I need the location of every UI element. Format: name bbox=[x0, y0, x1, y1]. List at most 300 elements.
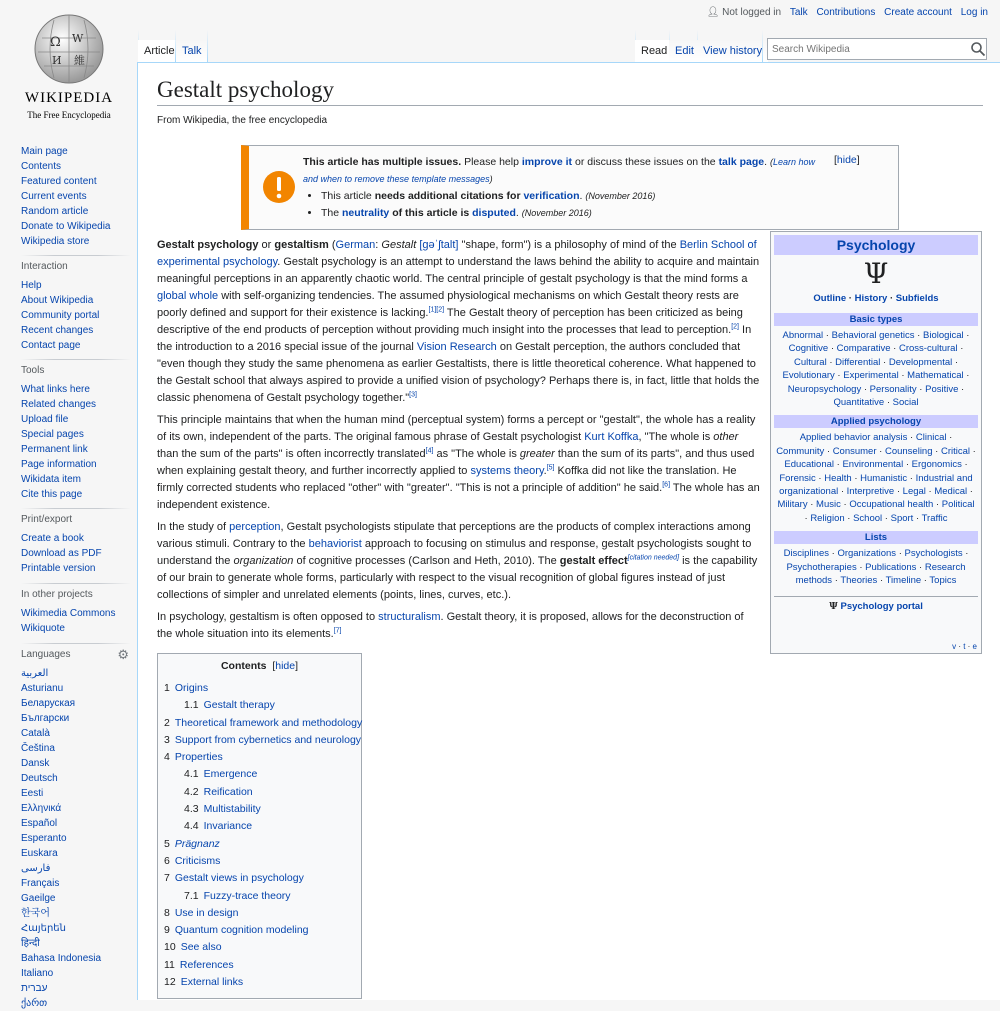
infobox-link[interactable]: Humanistic bbox=[860, 472, 908, 484]
tab-divider bbox=[207, 30, 208, 62]
sidebar-divider bbox=[21, 508, 131, 509]
separator-dot: · bbox=[961, 459, 968, 471]
infobox-group-heading[interactable]: Basic types bbox=[774, 313, 978, 326]
separator-dot: · bbox=[965, 642, 973, 651]
sidebar-divider bbox=[21, 255, 131, 256]
sidebar-print bbox=[21, 514, 131, 576]
infobox-link[interactable]: Interpretive bbox=[846, 486, 895, 498]
toc-label[interactable]: See also bbox=[180, 941, 222, 954]
systems-theory-link[interactable]: systems theory bbox=[470, 465, 544, 477]
sidebar-item-featured-content[interactable]: Featured content bbox=[21, 176, 97, 187]
warning-icon bbox=[261, 169, 297, 205]
toc-item[interactable] bbox=[164, 766, 361, 783]
infobox-group-heading[interactable]: Applied psychology bbox=[774, 415, 978, 428]
separator-dot: · bbox=[896, 548, 905, 560]
infobox-top-link[interactable]: Subfields bbox=[895, 293, 939, 304]
toc-number: 5 bbox=[164, 837, 170, 850]
separator-dot: · bbox=[882, 512, 891, 524]
language-link[interactable]: Беларуская bbox=[21, 698, 76, 709]
toc-label[interactable]: Origins bbox=[174, 682, 209, 694]
separator-dot: · bbox=[832, 575, 841, 587]
toc-label[interactable]: Properties bbox=[174, 751, 223, 764]
separator-dot: · bbox=[958, 383, 965, 395]
sidebar-item-cite[interactable]: Cite this page bbox=[21, 489, 83, 500]
sidebar-divider bbox=[21, 583, 131, 584]
kurt-koffka-link[interactable]: Kurt Koffka bbox=[584, 431, 639, 443]
language-link[interactable]: Հայերեն bbox=[21, 923, 66, 934]
infobox-link[interactable]: Military bbox=[777, 499, 808, 511]
infobox-link[interactable]: Theories bbox=[840, 575, 878, 587]
infobox-link[interactable]: Comparative bbox=[836, 343, 891, 355]
verification-link[interactable]: verification bbox=[523, 190, 580, 202]
infobox-groups bbox=[774, 313, 978, 588]
separator-dot: · bbox=[876, 445, 885, 457]
infobox-link[interactable]: Mathematical bbox=[907, 370, 964, 382]
sidebar-item-wikiquote[interactable]: Wikiquote bbox=[21, 623, 65, 634]
sidebar-item-current-events[interactable]: Current events bbox=[21, 191, 87, 202]
sidebar-item-wikidata-item[interactable]: Wikidata item bbox=[21, 474, 82, 485]
infobox-link[interactable]: Quantitative bbox=[833, 397, 885, 409]
language-link[interactable]: Asturianu bbox=[21, 683, 64, 694]
disputed-link[interactable]: disputed bbox=[472, 207, 516, 219]
sidebar-item-page-information[interactable]: Page information bbox=[21, 459, 97, 470]
toc-item[interactable] bbox=[164, 801, 361, 818]
toc-label[interactable]: Criticisms bbox=[174, 854, 221, 867]
toc-number: 4.2 bbox=[184, 785, 199, 798]
psychology-sidebar bbox=[770, 231, 982, 654]
languages-heading: Languages bbox=[21, 649, 71, 660]
language-link[interactable]: Español bbox=[21, 818, 58, 829]
tab-read[interactable]: Read bbox=[635, 40, 673, 62]
infobox-link[interactable]: Occupational health bbox=[849, 499, 934, 511]
toc-header: Contents [hide] bbox=[220, 660, 299, 672]
toc-item[interactable] bbox=[164, 922, 361, 939]
portal-row bbox=[774, 596, 978, 612]
infobox-link[interactable]: Sport bbox=[890, 512, 914, 524]
sidebar-item-permanent-link[interactable]: Permanent link bbox=[21, 444, 88, 455]
infobox-title[interactable]: Psychology bbox=[774, 235, 978, 255]
infobox-link[interactable]: Disciplines bbox=[783, 548, 829, 560]
sidebar-item-community-portal[interactable]: Community portal bbox=[21, 310, 100, 321]
toc-item[interactable] bbox=[164, 957, 361, 974]
toc-label[interactable]: Use in design bbox=[174, 906, 239, 919]
toc-label[interactable]: Quantum cognition modeling bbox=[174, 924, 309, 937]
ref-5[interactable]: [5] bbox=[546, 464, 555, 472]
toc-label[interactable]: Theoretical framework and methodology bbox=[174, 716, 363, 729]
infobox-link[interactable]: Clinical bbox=[915, 432, 947, 444]
personal-talk-link[interactable]: Talk bbox=[789, 7, 808, 18]
wikipedia-logo[interactable] bbox=[20, 12, 118, 124]
infobox-link[interactable]: Organizations bbox=[837, 548, 897, 560]
log-in-link[interactable]: Log in bbox=[960, 7, 988, 18]
infobox-link[interactable]: Cross-cultural bbox=[898, 343, 958, 355]
sidebar-interaction bbox=[21, 261, 131, 353]
vte-link[interactable]: e bbox=[972, 642, 977, 651]
separator-dot: · bbox=[956, 642, 964, 651]
toc-item[interactable] bbox=[164, 853, 361, 870]
language-link[interactable]: Français bbox=[21, 878, 60, 889]
separator-dot: · bbox=[826, 356, 836, 368]
infobox-link[interactable]: Medical bbox=[934, 486, 968, 498]
user-icon: 👤︎ bbox=[706, 7, 720, 18]
tab-divider bbox=[762, 30, 763, 62]
toc-label[interactable]: References bbox=[179, 958, 234, 971]
language-link[interactable]: עברית bbox=[21, 983, 48, 994]
separator-dot: · bbox=[851, 472, 861, 484]
toc-item[interactable] bbox=[164, 784, 361, 801]
behaviorist-link[interactable]: behaviorist bbox=[308, 538, 362, 550]
tab-article[interactable]: Article bbox=[138, 40, 181, 62]
ref-3[interactable]: [3] bbox=[409, 391, 417, 399]
toc-item[interactable] bbox=[164, 697, 361, 714]
separator-dot: · bbox=[834, 459, 843, 471]
infobox-group-list bbox=[774, 547, 978, 587]
separator-dot: · bbox=[834, 370, 844, 382]
personal-contributions-link[interactable]: Contributions bbox=[816, 7, 876, 18]
language-link[interactable]: Čeština bbox=[21, 743, 55, 754]
sidebar-tools bbox=[21, 365, 131, 502]
sidebar-divider bbox=[21, 643, 131, 644]
infobox-link[interactable]: Applied behavior analysis bbox=[799, 432, 908, 444]
separator-dot: · bbox=[933, 499, 942, 511]
ref-6[interactable]: [6] bbox=[662, 481, 671, 489]
language-list bbox=[21, 666, 131, 1011]
infobox-link[interactable]: Forensic bbox=[779, 472, 816, 484]
toc-item[interactable] bbox=[164, 818, 361, 835]
toc-number: 10 bbox=[164, 941, 176, 954]
separator-dot: · bbox=[856, 561, 866, 573]
sidebar-projects bbox=[21, 589, 131, 636]
separator-dot: · bbox=[890, 343, 899, 355]
separator-dot: · bbox=[914, 330, 923, 341]
sidebar-item-what-links-here[interactable]: What links here bbox=[21, 384, 90, 395]
sidebar-item-main-page[interactable]: Main page bbox=[21, 146, 68, 157]
toc-list bbox=[158, 680, 361, 991]
infobox-link[interactable]: Neuropsychology bbox=[787, 383, 862, 395]
globe-icon bbox=[32, 12, 106, 86]
tab-edit[interactable]: Edit bbox=[669, 40, 700, 62]
sidebar-item-recent-changes[interactable]: Recent changes bbox=[21, 325, 94, 336]
separator-dot: · bbox=[932, 445, 941, 457]
infobox-top-link[interactable]: Outline bbox=[813, 293, 847, 304]
separator-dot: · bbox=[967, 486, 973, 498]
language-link[interactable]: Gaeilge bbox=[21, 893, 56, 904]
toc-number: 9 bbox=[164, 924, 170, 937]
main-content bbox=[137, 62, 1000, 1000]
language-link[interactable]: 한국어 bbox=[21, 908, 50, 919]
navbox-vte bbox=[952, 642, 977, 651]
svg-text:Ω: Ω bbox=[50, 35, 61, 50]
infobox-link[interactable]: Cognitive bbox=[788, 343, 829, 355]
infobox-link[interactable]: Research methods bbox=[795, 561, 966, 587]
infobox-link[interactable]: Ergonomics bbox=[911, 459, 962, 471]
separator-dot: · bbox=[962, 548, 969, 560]
ref-2[interactable]: [2] bbox=[731, 323, 739, 331]
tab-talk[interactable]: Talk bbox=[176, 40, 208, 62]
sidebar-divider bbox=[21, 359, 131, 360]
infobox-link[interactable]: Community bbox=[776, 445, 825, 457]
talk-page-link[interactable]: talk page bbox=[718, 156, 765, 168]
issue-citations: • This article needs additional citations for verification. (November 2016) bbox=[321, 188, 831, 205]
sidebar-item-commons[interactable]: Wikimedia Commons bbox=[21, 608, 116, 619]
sidebar-item-help[interactable]: Help bbox=[21, 280, 42, 291]
tools-heading: Tools bbox=[21, 365, 45, 376]
toc-number: 1 bbox=[164, 682, 170, 694]
toc-number: 4.4 bbox=[184, 820, 199, 833]
infobox-link[interactable]: Counseling bbox=[884, 445, 933, 457]
toc-number: 3 bbox=[164, 733, 170, 746]
sidebar-item-create-book[interactable]: Create a book bbox=[21, 533, 84, 544]
personal-tools bbox=[701, 7, 988, 18]
infobox-link[interactable]: Health bbox=[824, 472, 852, 484]
psychology-portal-link[interactable]: Psychology portal bbox=[840, 600, 923, 612]
infobox-link[interactable]: Legal bbox=[902, 486, 926, 498]
separator-dot: · bbox=[840, 499, 850, 511]
separator-dot: · bbox=[846, 293, 855, 304]
infobox-link[interactable]: Religion bbox=[810, 512, 845, 524]
separator-dot: · bbox=[963, 330, 970, 341]
toc-number: 7.1 bbox=[184, 889, 199, 902]
infobox-group-list bbox=[774, 329, 978, 409]
toc-number: 6 bbox=[164, 854, 170, 867]
ambox-hide-button[interactable]: hide bbox=[836, 154, 857, 166]
infobox-link[interactable]: School bbox=[853, 512, 883, 524]
sidebar-item-store[interactable]: Wikipedia store bbox=[21, 236, 90, 247]
toc-label[interactable]: Invariance bbox=[203, 820, 253, 833]
infobox-link[interactable]: Political bbox=[941, 499, 975, 511]
language-link[interactable]: Català bbox=[21, 728, 50, 739]
citation-needed[interactable]: [citation needed] bbox=[627, 554, 680, 562]
print-heading: Print/export bbox=[21, 514, 73, 525]
issue-neutrality: • The neutrality of this article is disputed. (November 2016) bbox=[321, 205, 831, 222]
language-link[interactable]: Bahasa Indonesia bbox=[21, 953, 102, 964]
language-link[interactable]: Ελληνικά bbox=[21, 803, 62, 814]
ref-4[interactable]: [4] bbox=[425, 447, 434, 455]
logo-tagline: The Free Encyclopedia bbox=[27, 110, 111, 120]
vte-link[interactable]: v bbox=[952, 642, 957, 651]
sidebar-item-contact[interactable]: Contact page bbox=[21, 340, 81, 351]
toc-item[interactable] bbox=[164, 974, 361, 991]
interaction-heading: Interaction bbox=[21, 261, 68, 272]
separator-dot: · bbox=[916, 561, 925, 573]
language-link[interactable]: हिन्दी bbox=[21, 938, 40, 949]
german-link[interactable]: German bbox=[335, 239, 376, 251]
sidebar-navigation bbox=[21, 144, 131, 249]
gear-icon[interactable]: ⚙ bbox=[117, 647, 129, 662]
infobox-link[interactable]: Psychologists bbox=[904, 548, 963, 560]
paragraph: Gestalt psychology or gestaltism (German: Gestalt [ɡəˈʃtalt] "shape, form") is a philosophy of mind of the Berlin School of experimental psychology. Gestalt psychology is an attempt to understand the laws behind the ability to acquire and maintain meaningful perceptions in an apparently chaotic world. The central principle of gestalt psychology is that the mind forms a global whole with self-organizing tendencies. The assumed physiological mechanisms on which Gestalt theory rests are poorly defined and support for their existence is lacking.[1][2] The Gestalt theory of perception has been criticized as being descriptive of the end products of perception without providing much insight into the processes that lead to perception.[2] In the introduction to a 2016 special issue of the journal Vision Research on Gestalt perception, the authors concluded that "even though they study the same phenomena as earlier Gestaltists, there is little theoretical coherence. What happened to the Gestalt school that always aspired to provide a unified vision of psychology? Perhaps there is, in fact, little that holds the classic phenomena of Gestalt psychology together."[3] bbox=[157, 239, 760, 404]
language-link[interactable]: Eesti bbox=[21, 788, 44, 799]
infobox-link[interactable]: Cultural bbox=[793, 356, 827, 368]
infobox-link[interactable]: Industrial and organizational bbox=[779, 472, 973, 498]
projects-heading: In other projects bbox=[21, 589, 93, 600]
infobox-link[interactable]: Evolutionary bbox=[782, 370, 835, 382]
language-link[interactable]: فارسی bbox=[21, 863, 51, 874]
toc-item[interactable] bbox=[164, 680, 361, 697]
vision-research-link[interactable]: Vision Research bbox=[416, 341, 497, 353]
infobox-link[interactable]: Biological bbox=[923, 330, 964, 341]
separator-dot: · bbox=[887, 293, 896, 304]
vte-link[interactable]: t bbox=[963, 642, 966, 651]
ambox-text-part: or discuss these issues on the bbox=[572, 156, 719, 168]
toc-label[interactable]: Multistability bbox=[203, 803, 261, 816]
toc-label[interactable]: Fuzzy-trace theory bbox=[203, 889, 291, 902]
separator-dot: · bbox=[921, 575, 930, 587]
toc-item[interactable] bbox=[164, 905, 361, 922]
sidebar-item-donate[interactable]: Donate to Wikipedia bbox=[21, 221, 111, 232]
infobox-link[interactable]: Personality bbox=[869, 383, 917, 395]
separator-dot: · bbox=[907, 472, 916, 484]
sidebar-item-special-pages[interactable]: Special pages bbox=[21, 429, 84, 440]
ambox-hide: [hide] bbox=[834, 154, 860, 166]
create-account-link[interactable]: Create account bbox=[884, 7, 952, 18]
infobox-link[interactable]: Music bbox=[816, 499, 841, 511]
infobox-link[interactable]: Abnormal bbox=[782, 330, 824, 341]
separator-dot: · bbox=[903, 459, 912, 471]
search-input[interactable] bbox=[767, 38, 987, 60]
infobox-link[interactable]: Positive bbox=[925, 383, 959, 395]
separator-dot: · bbox=[916, 383, 926, 395]
perception-link[interactable]: perception bbox=[229, 521, 281, 533]
toc-number: 8 bbox=[164, 906, 170, 919]
sidebar-item-related-changes[interactable]: Related changes bbox=[21, 399, 97, 410]
page-title: Gestalt psychology bbox=[157, 77, 983, 106]
search-icon[interactable] bbox=[970, 41, 986, 57]
infobox-group-list bbox=[774, 431, 978, 525]
toc-label[interactable]: Prägnanz bbox=[174, 837, 220, 850]
infobox-top-link[interactable]: History bbox=[854, 293, 888, 304]
separator-dot: · bbox=[807, 499, 817, 511]
improve-link[interactable]: improve it bbox=[521, 156, 573, 168]
psi-icon: Ψ bbox=[863, 257, 889, 290]
toc-item[interactable] bbox=[164, 870, 361, 887]
global-whole-link[interactable]: global whole bbox=[157, 290, 219, 302]
toc-label[interactable]: Reification bbox=[203, 785, 253, 798]
infobox-link[interactable]: Critical bbox=[940, 445, 970, 457]
language-link[interactable]: العربية bbox=[21, 668, 49, 679]
ref-7[interactable]: [7] bbox=[333, 627, 342, 635]
infobox-link[interactable]: Traffic bbox=[921, 512, 948, 524]
toc-number: 1.1 bbox=[184, 699, 199, 712]
paragraph: This principle maintains that when the human mind (perceptual system) forms a percept or "gestalt", the whole has a reality of its own, independent of the parts. The original famous phrase of Gestalt psychologist Kurt Koffka, "The whole is other than the sum of the parts" is often incorrectly translated[4] as "The whole is greater than the sum of its parts", and thus used when explaining gestalt theory, and further incorrectly applied to systems theory.[5] Koffka did not like the translation. He firmly corrected students who replaced "other" with "greater". "This is not a principle of addition" he said.[6] The whole has an independent existence. bbox=[157, 414, 760, 511]
paragraph: In the study of perception, Gestalt psychologists stipulate that perceptions are the products of complex interactions among various stimuli. Contrary to the behaviorist approach to focusing on stimulus and response, gestalt psychologists sought to understand the organization of cognitive processes (Carlson and Heth, 2010). The gestalt effect[citation needed] is the capability of our brain to generate whole forms, particularly with respect to the visual recognition of global figures instead of just collections of simpler and unrelated elements (points, lines, curves, etc.). bbox=[157, 521, 758, 601]
learn-link[interactable]: Learn how and when to remove these template messages bbox=[303, 157, 815, 184]
paragraph: In psychology, gestaltism is often opposed to structuralism. Gestalt theory, it is proposed, allows for the deconstruction of the whole situation into its elements.[7] bbox=[157, 611, 744, 640]
infobox-link[interactable]: Educational bbox=[784, 459, 835, 471]
sidebar-item-download-pdf[interactable]: Download as PDF bbox=[21, 548, 102, 559]
separator-dot: · bbox=[898, 370, 908, 382]
toc-item[interactable] bbox=[164, 732, 361, 749]
toc-label[interactable]: Gestalt views in psychology bbox=[174, 872, 304, 885]
separator-dot: · bbox=[907, 432, 916, 444]
toc-number: 4.1 bbox=[184, 768, 199, 781]
logo-wordmark: WIKIPEDIA bbox=[24, 90, 114, 106]
separator-dot: · bbox=[844, 512, 854, 524]
toc-number: 2 bbox=[164, 716, 170, 729]
infobox-link[interactable]: Timeline bbox=[885, 575, 922, 587]
toc-item[interactable] bbox=[164, 888, 361, 905]
infobox-link[interactable]: Psychotherapies bbox=[786, 561, 857, 573]
infobox-link[interactable]: Behavioral genetics bbox=[831, 330, 915, 341]
sidebar-item-random-article[interactable]: Random article bbox=[21, 206, 89, 217]
separator-dot: · bbox=[828, 343, 837, 355]
toc-hide-button[interactable]: hide bbox=[275, 660, 296, 672]
sidebar-languages bbox=[21, 649, 131, 1011]
separator-dot: · bbox=[952, 356, 959, 368]
toc-number: 12 bbox=[164, 976, 176, 989]
article-body bbox=[157, 237, 761, 648]
toc-number: 4 bbox=[164, 751, 170, 764]
toc-item[interactable] bbox=[164, 836, 361, 853]
toc-label[interactable]: Emergence bbox=[203, 768, 258, 781]
infobox-link[interactable]: Topics bbox=[929, 575, 957, 587]
infobox-link[interactable]: Experimental bbox=[843, 370, 899, 382]
separator-dot: · bbox=[824, 445, 833, 457]
toc-item[interactable] bbox=[164, 939, 361, 956]
toc-item[interactable] bbox=[164, 749, 361, 766]
separator-dot: · bbox=[804, 512, 811, 524]
language-link[interactable]: Italiano bbox=[21, 968, 54, 979]
separator-dot: · bbox=[970, 445, 976, 457]
separator-dot: · bbox=[925, 486, 935, 498]
neutrality-link[interactable]: neutrality bbox=[342, 207, 390, 219]
language-link[interactable]: ქართ bbox=[21, 998, 48, 1009]
separator-dot: · bbox=[823, 330, 832, 341]
toc-label[interactable]: Gestalt therapy bbox=[203, 699, 275, 712]
language-link[interactable]: Euskara bbox=[21, 848, 58, 859]
separator-dot: · bbox=[861, 383, 870, 395]
sidebar-item-about[interactable]: About Wikipedia bbox=[21, 295, 94, 306]
separator-dot: · bbox=[884, 397, 893, 409]
separator-dot: · bbox=[913, 512, 922, 524]
separator-dot: · bbox=[815, 472, 825, 484]
infobox-link[interactable]: Environmental bbox=[842, 459, 904, 471]
sidebar-item-upload-file[interactable]: Upload file bbox=[21, 414, 69, 425]
infobox-link[interactable]: Publications bbox=[865, 561, 917, 573]
toc-label[interactable]: External links bbox=[180, 976, 244, 989]
infobox-link[interactable]: Social bbox=[892, 397, 919, 409]
separator-dot: · bbox=[894, 486, 903, 498]
tab-view-history[interactable]: View history bbox=[697, 40, 768, 62]
infobox-link[interactable]: Differential bbox=[835, 356, 881, 368]
multiple-issues-box bbox=[241, 145, 899, 230]
ipa-link[interactable]: [ɡəˈʃtalt] bbox=[419, 239, 459, 251]
ambox-text: This article has multiple issues. Please help improve it or discuss these issues on the talk page. (Learn how and when to remove these template messages) • This article needs additional citations for verification. (November 2016) • The neutrality of this article is disputed. (November 2016) bbox=[303, 154, 831, 222]
svg-text:И: И bbox=[52, 54, 62, 67]
berlin-school-link[interactable]: Berlin School of experimental psychology bbox=[157, 239, 757, 268]
ref-1-2[interactable]: [1][2] bbox=[428, 306, 445, 314]
table-of-contents bbox=[157, 653, 362, 999]
infobox-group-heading[interactable]: Lists bbox=[774, 531, 978, 544]
infobox-link[interactable]: Consumer bbox=[832, 445, 877, 457]
toc-label[interactable]: Support from cybernetics and neurology bbox=[174, 733, 362, 746]
toc-number: 4.3 bbox=[184, 803, 199, 816]
ambox-text-part: Please help bbox=[461, 156, 522, 168]
separator-dot: · bbox=[828, 548, 838, 560]
separator-dot: · bbox=[963, 370, 970, 382]
language-link[interactable]: Dansk bbox=[21, 758, 50, 769]
toc-item[interactable] bbox=[164, 715, 361, 732]
structuralism-link[interactable]: structuralism bbox=[378, 611, 441, 623]
site-subtitle: From Wikipedia, the free encyclopedia bbox=[157, 115, 328, 126]
sidebar-item-contents[interactable]: Contents bbox=[21, 161, 62, 172]
infobox-link[interactable]: Developmental bbox=[888, 356, 953, 368]
language-link[interactable]: Български bbox=[21, 713, 70, 724]
sidebar-item-printable[interactable]: Printable version bbox=[21, 563, 96, 574]
language-link[interactable]: Deutsch bbox=[21, 773, 58, 784]
language-link[interactable]: Esperanto bbox=[21, 833, 67, 844]
separator-dot: · bbox=[877, 575, 886, 587]
